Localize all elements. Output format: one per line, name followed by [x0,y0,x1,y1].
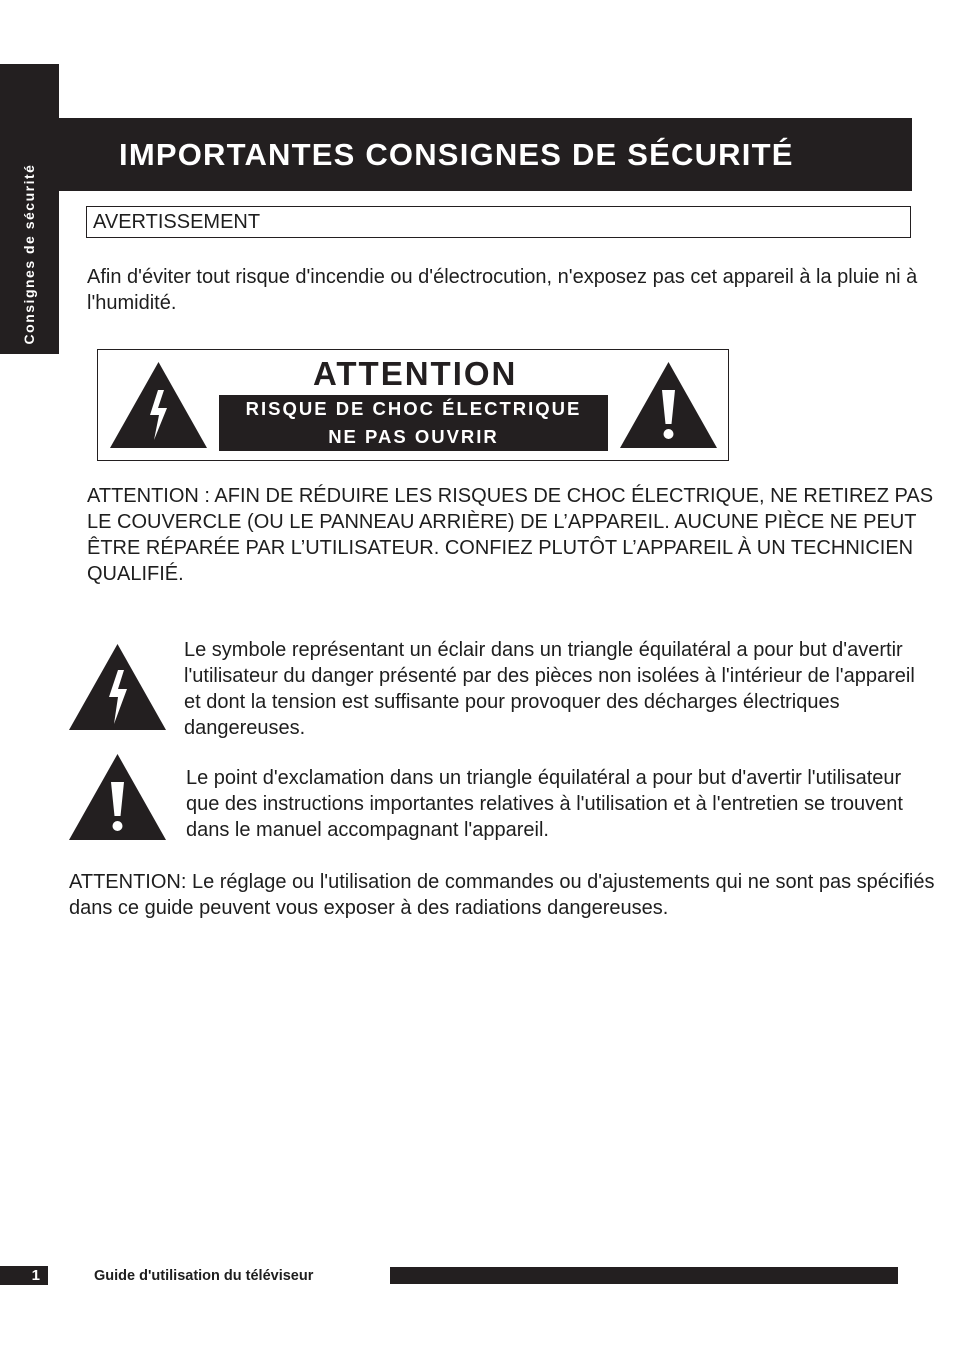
final-warning-text: ATTENTION: Le réglage ou l'utilisation de commandes ou d'ajustements qui ne sont pas spécifiés dans ce guide peuvent vous exposer à des radiations dangereuses. [69,871,935,919]
warning-text: Afin d'éviter tout risque d'incendie ou d'électrocution, n'exposez pas cet appareil à la pluie ni à l'humidité. [87,266,918,314]
attention-band [219,395,608,451]
attention-title: ATTENTION [313,355,518,392]
attention-label-box [97,349,729,461]
lightning-triangle-icon [67,642,168,732]
exclamation-triangle-icon [67,752,168,842]
attention-line-1: RISQUE DE CHOC ÉLECTRIQUE [245,398,582,419]
lightning-triangle-icon [108,360,209,450]
footer-bar [390,1267,898,1284]
exclamation-symbol-description: Le point d'exclamation dans un triangle équilatéral a pour but d'avertir l'utilisateur que des instructions importantes relatives à l'utilisation et à l'entretien se trouvent dans le manuel accompagnant l'appareil. [186,767,903,841]
page-number: 1 [0,1266,48,1285]
sidebar-label: Consignes de sécurité [21,163,37,345]
attention-line-2: NE PAS OUVRIR [328,426,499,447]
sidebar-tab [0,64,59,354]
warning-heading: AVERTISSEMENT [93,210,261,233]
caution-text: ATTENTION : AFIN DE RÉDUIRE LES RISQUES DE CHOC ÉLECTRIQUE, NE RETIREZ PAS LE COUVERCLE (OU LE PANNEAU ARRIÈRE) DE L’APPAREIL. AUCUNE PIÈCE NE PEUT ÊTRE RÉPARÉE PAR L’UTILISATEUR. CONFIEZ PLUTÔT L’APPAREIL À UN TECHNICIEN QUALIFIÉ. [87,485,934,585]
lightning-symbol-description: Le symbole représentant un éclair dans un triangle équilatéral a pour but d'avertir l'utilisateur du danger présenté par des pièces non isolées à l'intérieur de l'appareil et dont la tension est suffisante pour provoquer des décharges électriques dangereuses. [184,639,915,739]
page-title-bar [59,118,912,191]
guide-title: Guide d'utilisation du téléviseur [94,1268,314,1284]
exclamation-triangle-icon [618,360,719,450]
page-title: IMPORTANTES CONSIGNES DE SÉCURITÉ [119,136,794,172]
warning-heading-box [86,206,911,238]
